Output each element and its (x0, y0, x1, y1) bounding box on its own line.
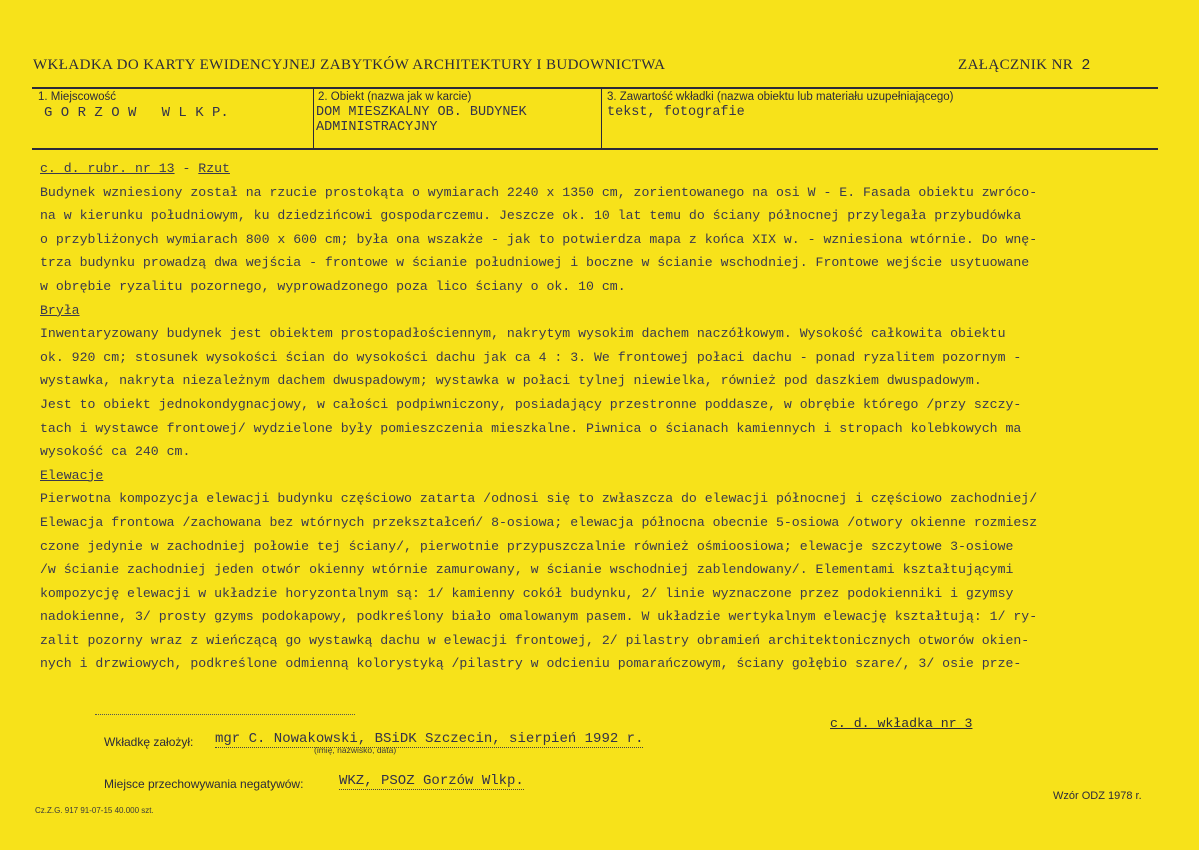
text-line: Elewacja frontowa /zachowana bez wtórnych przekształceń/ 8-osiowa; elewacja północna obecnie 5-osiowa /otwory okienne rozmiesz (40, 514, 1038, 530)
content-value: tekst, fotografie (607, 105, 745, 120)
field-divider-1 (313, 89, 314, 148)
header-rule-bottom (32, 148, 1158, 150)
text-line: nych i drzwiowych, podkreślone odmienną kolorystyką /pilastry w odcieniu pomarańczowym, ściany gołębio szare/, 3/ osie prze- (40, 656, 1022, 672)
text-line: wysokość ca 240 cm. (40, 444, 191, 460)
text-line: tach i wystawce frontowej/ wydzielone były pomieszczenia mieszkalne. Piwnica o ścianach kamiennych i stropach kolebkowych ma (40, 420, 1022, 436)
object-value-line-1: DOM MIESZKALNY OB. BUDYNEK (316, 105, 527, 120)
object-value-line-2: ADMINISTRACYJNY (316, 120, 438, 135)
author-label: Wkładkę założył: (104, 735, 194, 749)
storage-value: WKZ, PSOZ Gorzów Wlkp. (339, 773, 524, 789)
text-line: Jest to obiekt jednokondygnacjowy, w całości podpiwniczony, posiadający przestronne poddasze, w obrębie którego /przy szczy- (40, 396, 1022, 412)
text-line: nadokienne, 3/ prosty gzyms podokapowy, podkreślony biało omalowanym pasem. W układzie wertykalnym elewację kształtują: 1/ ry- (40, 609, 1038, 625)
text-line: czone jedynie w zachodniej połowie tej ściany/, pierwotnie przypuszczalnie również ośmioosiowa; elewacje szczytowe 3-osiowe (40, 538, 1014, 554)
heading-massing-text: Bryła (40, 302, 80, 318)
heading-plan-ref: c. d. rubr. nr 13 (40, 161, 175, 176)
locality-value: G O R Z O W W L K P. (44, 105, 229, 121)
annex-number: 2 (1081, 57, 1091, 74)
heading-plan-word: Rzut (198, 161, 230, 176)
template-code: Wzór ODZ 1978 r. (1053, 790, 1142, 802)
form-title: WKŁADKA DO KARTY EWIDENCYJNEJ ZABYTKÓW ARCHITEKTURY I BUDOWNICTWA (33, 57, 666, 73)
text-line: /w ścianie zachodniej jeden otwór okienny wtórnie zamurowany, w ścianie wschodniej zablendowany/. Elementami kształtującymi (40, 562, 1014, 578)
text-line: ok. 920 cm; stosunek wysokości ścian do wysokości dachu jak ca 4 : 3. We frontowej połaci dachu - ponad ryzalitem pozornym - (40, 349, 1022, 365)
heading-elevations (40, 464, 1162, 488)
field-divider-2 (601, 89, 602, 148)
text-line: kompozycję elewacji w układzie horyzontalnym są: 1/ kamienny cokół budynku, 2/ linie wyznaczone przez podokienniki i gzymsy (40, 585, 1014, 601)
annex-label-text: ZAŁĄCZNIK NR (958, 57, 1074, 73)
object-label: 2. Obiekt (nazwa jak w karcie) (318, 91, 472, 103)
text-line: na w kierunku południowym, ku dziedzińcowi gospodarczemu. Jeszcze ok. 10 lat temu do ściany północnej przylegała przybudówka (40, 208, 1022, 224)
content-label: 3. Zawartość wkładki (nazwa obiektu lub materiału uzupełniającego) (607, 91, 954, 103)
text-line: trza budynku prowadzą dwa wejścia - frontowe w ścianie południowej i boczne w ścianie wschodniej. Frontowe wejście usytuowane (40, 255, 1030, 271)
header-rule-top (32, 87, 1158, 89)
heading-plan-sep: - (174, 161, 199, 176)
text-line: Budynek wzniesiony został na rzucie prostokąta o wymiarach 2240 x 1350 cm, zorientowanego na osi W - E. Fasada obiektu zwróco- (40, 184, 1038, 200)
text-line: Inwentaryzowany budynek jest obiektem prostopadłościennym, nakrytym wysokim dachem naczółkowym. Wysokość całkowita obiektu (40, 326, 1006, 342)
locality-label: 1. Miejscowość (38, 91, 116, 103)
author-value: mgr C. Nowakowski, BSiDK Szczecin, sierpień 1992 r. (215, 731, 644, 747)
heading-elevations-text: Elewacje (40, 467, 104, 483)
document-body (40, 157, 1162, 676)
continued-note: c. d. wkładka nr 3 (830, 716, 973, 731)
text-line: o przybliżonych wymiarach 800 x 600 cm; była ona wszakże - jak to potwierdza mapa z końca XIX w. - wzniesiona wtórnie. Do wnę- (40, 231, 1038, 247)
dotted-separator (95, 714, 355, 715)
author-hint: (imię, nazwisko, data) (314, 745, 397, 755)
heading-massing (40, 299, 1162, 323)
text-line: wystawka, nakryta niezależnym dachem dwuspadowym; wystawka w połaci tylnej niewielka, również pod daszkiem dwuspadowym. (40, 373, 982, 389)
text-line: Pierwotna kompozycja elewacji budynku częściowo zatarta /odnosi się to zwłaszcza do elewacji północnej i częściowo zachodniej/ (40, 491, 1038, 507)
print-code: Cz.Z.G. 917 91-07-15 40.000 szt. (35, 806, 154, 815)
heading-plan (40, 157, 1162, 181)
annex-label (958, 57, 1091, 74)
text-line: w obrębie ryzalitu pozornego, wyprowadzonego poza lico ściany o ok. 10 cm. (40, 278, 626, 294)
text-line: zalit pozorny wraz z wieńczącą go wystawką dachu w elewacji frontowej, 2/ pilastry obramień architektonicznych otworów okien- (40, 632, 1030, 648)
storage-label: Miejsce przechowywania negatywów: (104, 777, 304, 791)
